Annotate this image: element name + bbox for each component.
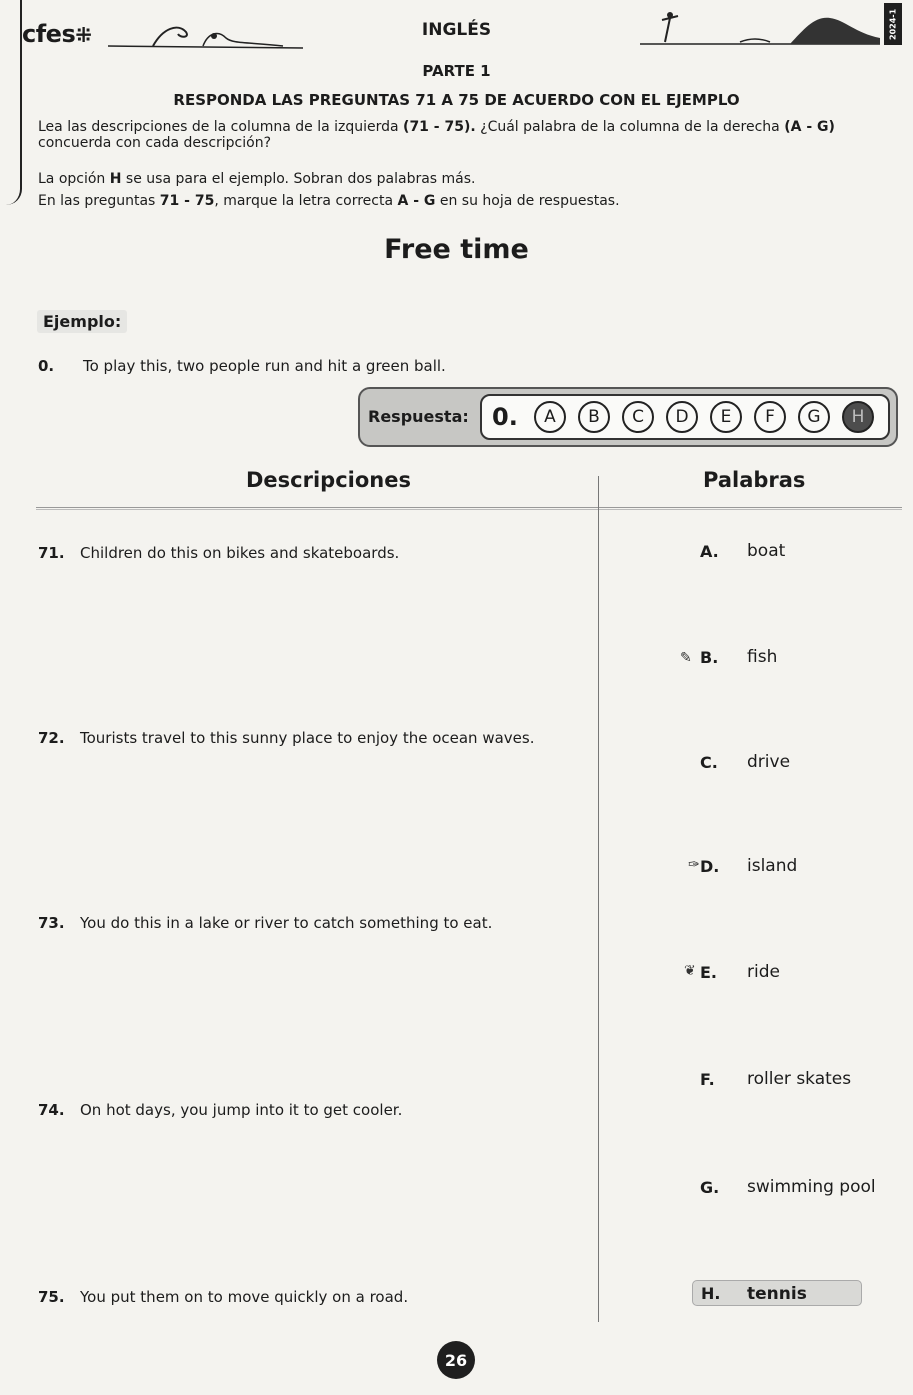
bubble-b: B: [578, 401, 610, 433]
example-number: 0.: [38, 357, 55, 375]
word-f: roller skates: [747, 1069, 852, 1089]
question-74: 74. On hot days, you jump into it to get cooler.: [38, 1101, 403, 1119]
word-letter-h: H.: [701, 1284, 721, 1303]
example-question: [38, 356, 446, 375]
subject-title: INGLÉS: [421, 20, 492, 40]
answer-number: 0.: [492, 403, 518, 431]
page-number: 26: [437, 1341, 475, 1379]
word-letter-g: G.: [700, 1178, 720, 1197]
bubble-d: D: [666, 401, 698, 433]
part-title: PARTE 1: [422, 62, 491, 80]
word-letter-b: B.: [700, 648, 719, 667]
section-title: Free time: [384, 234, 529, 265]
instructions-line-3: La opción H se usa para el ejemplo. Sobran dos palabras más.: [38, 171, 476, 187]
word-c: drive: [747, 752, 791, 772]
example-label: Ejemplo:: [37, 310, 127, 333]
column-divider: [598, 476, 599, 1322]
question-71: 71. Children do this on bikes and skateboards.: [38, 544, 400, 562]
instructions-line-2: concuerda con cada descripción?: [38, 135, 272, 151]
example-answer-box: [358, 387, 898, 447]
example-text: To play this, two people run and hit a green ball.: [83, 357, 446, 375]
word-e: ride: [747, 962, 780, 982]
header-divider-shadow: [36, 509, 902, 510]
word-g: swimming pool: [747, 1177, 876, 1197]
icfes-logo: cfes⁜: [22, 20, 92, 48]
bubble-a: A: [534, 401, 566, 433]
bubble-g: G: [798, 401, 830, 433]
bubble-f: F: [754, 401, 786, 433]
example-word-highlight: [692, 1280, 862, 1306]
answer-label: Respuesta:: [368, 407, 469, 426]
instructions-heading: RESPONDA LAS PREGUNTAS 71 A 75 DE ACUERDO CON EL EJEMPLO: [173, 91, 740, 109]
question-72: 72. Tourists travel to this sunny place to enjoy the ocean waves.: [38, 729, 535, 747]
word-letter-e: E.: [700, 963, 718, 982]
bubble-h-selected: H: [842, 401, 874, 433]
word-letter-a: A.: [700, 542, 719, 561]
instructions-line-4: En las preguntas 71 - 75, marque la letra correcta A - G en su hoja de respuestas.: [38, 193, 620, 209]
word-letter-c: C.: [700, 753, 718, 772]
words-header: Palabras: [703, 468, 806, 492]
question-75: 75. You put them on to move quickly on a road.: [38, 1288, 409, 1306]
bubble-e: E: [710, 401, 742, 433]
scribble-mark-icon: ✑: [688, 857, 700, 873]
word-letter-d: D.: [700, 857, 720, 876]
header-divider: [36, 507, 902, 508]
answer-bubble-row: [480, 394, 890, 440]
bubble-c: C: [622, 401, 654, 433]
year-tag: 2024-1: [884, 3, 902, 45]
word-d: island: [747, 856, 798, 876]
word-letter-f: F.: [700, 1070, 715, 1089]
word-b: fish: [747, 647, 778, 667]
instructions-line-1: Lea las descripciones de la columna de la izquierda (71 - 75). ¿Cuál palabra de la columna de la derecha (A - G): [38, 119, 835, 135]
question-73: 73. You do this in a lake or river to catch something to eat.: [38, 914, 493, 932]
kayaker-illustration: [640, 8, 880, 53]
descriptions-header: Descripciones: [246, 468, 411, 492]
word-h: tennis: [747, 1284, 807, 1304]
pencil-mark-icon: ✎: [680, 650, 692, 666]
leaf-mark-icon: ❦: [684, 963, 696, 979]
word-a: boat: [747, 541, 786, 561]
